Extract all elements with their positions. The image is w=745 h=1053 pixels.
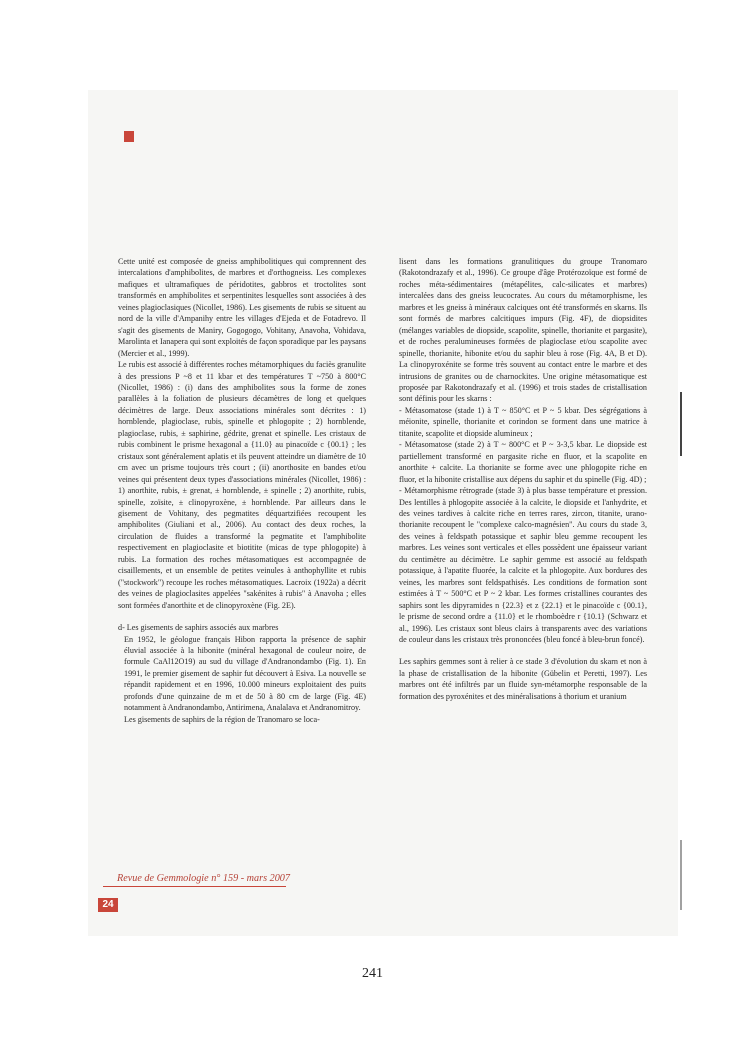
left-paragraph-2: Le rubis est associé à différentes roches métamorphiques du faciès granulite à des pressions P ~8 et 11 kbar et des températures T ~750 à 800°C (Nicollet, 1986) : (i) dans des amphibolites sous la forme de zones parallèles à la foliation de plusieurs décamètres de long et quelques décimètres de large. Deux associations minérales sont décrites : 1) hornblende, plagioclase, rubis, spinelle et phlogopite ; 2) hornblende, plagioclase, rubis, ± saphirine, gédrite, grenat et spinelle. Les cristaux de rubis combinent le prisme hexagonal a {11.0} au pinacoïde c {00.1} ; les cristaux sont généralement aplatis et ils peuvent atteindre un diamètre de 10 cm avec un prisme toujours très court ; (ii) anorthosite en bandes et/ou veines qui présentent deux types d'associations minérales (Nicollet, 1986) : 1) anorthite, rubis, ± grenat, ± hornblende, ± spinelle ; 2) anorthite, rubis, spinelle, zoïsite, ± clinopyroxène, ± hornblende. Par ailleurs dans le gisement de Vohitany, des pegmatites déquartzifiées recoupent les amphibolites (Giuliani et al., 2006). Au contact des deux roches, la circulation de fluides a transformé la pegmatite et l'amphibolite respectivement en plagioclasite et biotitite (micas de type phlogopite) à rubis. La formation des roches métasomatiques est accompagnée de cisaillements, et un ensemble de petites veinules à anthophyllite et rubis ("stockwork") recoupe les roches métasomatiques. Lacroix (1922a) a décrit des veines de plagioclasites appelées "sakénites à rubis" à Anavoha ; elles sont formées d'anorthite et de clinopyroxène (Fig. 2E). — [118, 360, 366, 610]
right-paragraph-2: Les saphirs gemmes sont à relier à ce stade 3 d'évolution du skarn et non à la phase de cristallisation de la hibonite (Gübelin et Peretti, 1997). Les marbres ont été infiltrés par un fluide syn-métamorphe responsable de la formation des pyroxénites et des minéralisations à thorium et uranium — [399, 657, 647, 701]
left-paragraph-3: En 1952, le géologue français Hibon rapporta la présence de saphir éluvial associée à la hibonite (minéral hexagonal de couleur noire, de formule CaAl12O19) au sud du village d'Andranondambo (Fig. 1). En 1991, le premier gisement de saphir fut découvert à Esiva. La nouvelle se répandit rapidement et en 1996, 10.000 mineurs exploitaient des puits profonds d'une quinzaine de m et de 50 à 80 cm de large (Fig. 4E) notamment à Andranondambo, Antirimena, Analalava et Andranomitroy. — [124, 634, 366, 713]
left-paragraph-1: Cette unité est composée de gneiss amphibolitiques qui comprennent des intercalations d'amphibolites, de marbres et d'orthogneiss. Les complexes mafiques et ultramafiques de péridotites, gabbros et troctolites sont transformés en amphibolites et serpentinites lesquelles sont associées à des veines plagioclasiques (Nicollet, 1986). Les gisements de rubis se situent au nord de la ville d'Ampanihy entre les villages d'Ejeda et de Fotadrevo. Il s'agit des gisements de Maniry, Gogogogo, Vohitany, Anavoha, Vohidava, Marolinta et Ianapera qui sont exploités de façon sporadique par les paysans (Mercier et al., 1999). — [118, 257, 366, 358]
stage-1-item: - Métasomatose (stade 1) à T ~ 850°C et P ~ 5 kbar. Des ségrégations à méionite, spinelle, thorianite et corindon se forment dans une matrice à titanite, scapolite et diopside alumineux ; — [399, 405, 647, 438]
journal-footer: Revue de Gemmologie n° 159 - mars 2007 — [117, 873, 290, 884]
page-number-badge: 24 — [98, 898, 118, 912]
left-column — [118, 256, 366, 725]
stage-3-item: - Métamorphisme rétrograde (stade 3) à plus basse température et pression. Des lentilles à phlogopite associée à la calcite, le diopside et l'anhydrite, et des veines tardives à calcite riche en terres rares, zircon, titanite, urano-thorianite recoupent le "complexe calco-magnésien". Au cours du stade 3, des veines à feldspath potassique et saphir bleu gemme recoupent les marbres. Les veines sont verticales et elles possèdent une épaisseur variant du centimètre au décimètre. Le saphir gemme est associé au feldspath potassique, à l'apatite fluorée, la calcite et la phlogopite. Aux bordures des veines, les marbres sont feldspathisés. Les conditions de formation sont estimées à T ~ 500°C et P ~ 2 kbar. Les formes cristallines courantes des saphirs sont les dipyramides n {22.3} et z {22.1} et le pinacoïde c {00.1}, le prisme de second ordre a {11.0} et le rhomboèdre r {10.1} (Schwarz et al., 1996). Les cristaux sont bleus clairs à transparents avec des variations de couleur dans les cristaux très prononcées (bleu foncé à bleu-brun foncé). — [399, 486, 647, 644]
stage-2-item: - Métasomatose (stade 2) à T ~ 800°C et P ~ 3-3,5 kbar. Le diopside est partiellement transformé en pargasite riche en fluor, et la scapolite en anorthite + calcite. La thorianite se forme avec une phlogopite riche en fluor, et la hibonite cristallise aux dépens du saphir et du spinelle (Fig. 4D) ; — [399, 440, 647, 484]
right-paragraph-1: lisent dans les formations granulitiques du groupe Tranomaro (Rakotondrazafy et al., 1996). Ce groupe d'âge Protérozoïque est formé de roches méta-sédimentaires (métapélites, calc-silicates et marbres) intercalées dans des gneiss leucocrates. Au cours du métamorphisme, les marbres et les gneiss à minéraux calciques ont été transformés en skarns. Ils sont formés de marbres calcitiques impurs (Fig. 4F), de diopsidites (mélanges variables de diopside, scapolite, spinelle, thorianite et pargasite), et de roches peralumineuses formées de plagioclase et/ou scapolite avec spinelle, thorianite, hibonite et/ou du saphir bleu à rose (Fig. 4A, B et D). La clinopyroxénite se forme très souvent au contact entre le marbre et des intrusions de granites ou de charnockites. Une origine métasomatique est proposée par Rakotondrazafy et al. (1996) et trois stades de cristallisation sont définis pour les skarns : — [399, 257, 647, 404]
document-page-number: 241 — [362, 966, 383, 981]
section-heading-d: d- Les gisements de saphirs associés aux marbres — [118, 623, 279, 633]
section-marker-square — [124, 131, 134, 142]
footer-rule — [103, 886, 286, 887]
scan-edge-mark — [680, 840, 682, 910]
scan-edge-mark — [680, 392, 682, 456]
right-column — [399, 256, 647, 702]
left-paragraph-4: Les gisements de saphirs de la région de Tranomaro se loca- — [124, 714, 320, 724]
